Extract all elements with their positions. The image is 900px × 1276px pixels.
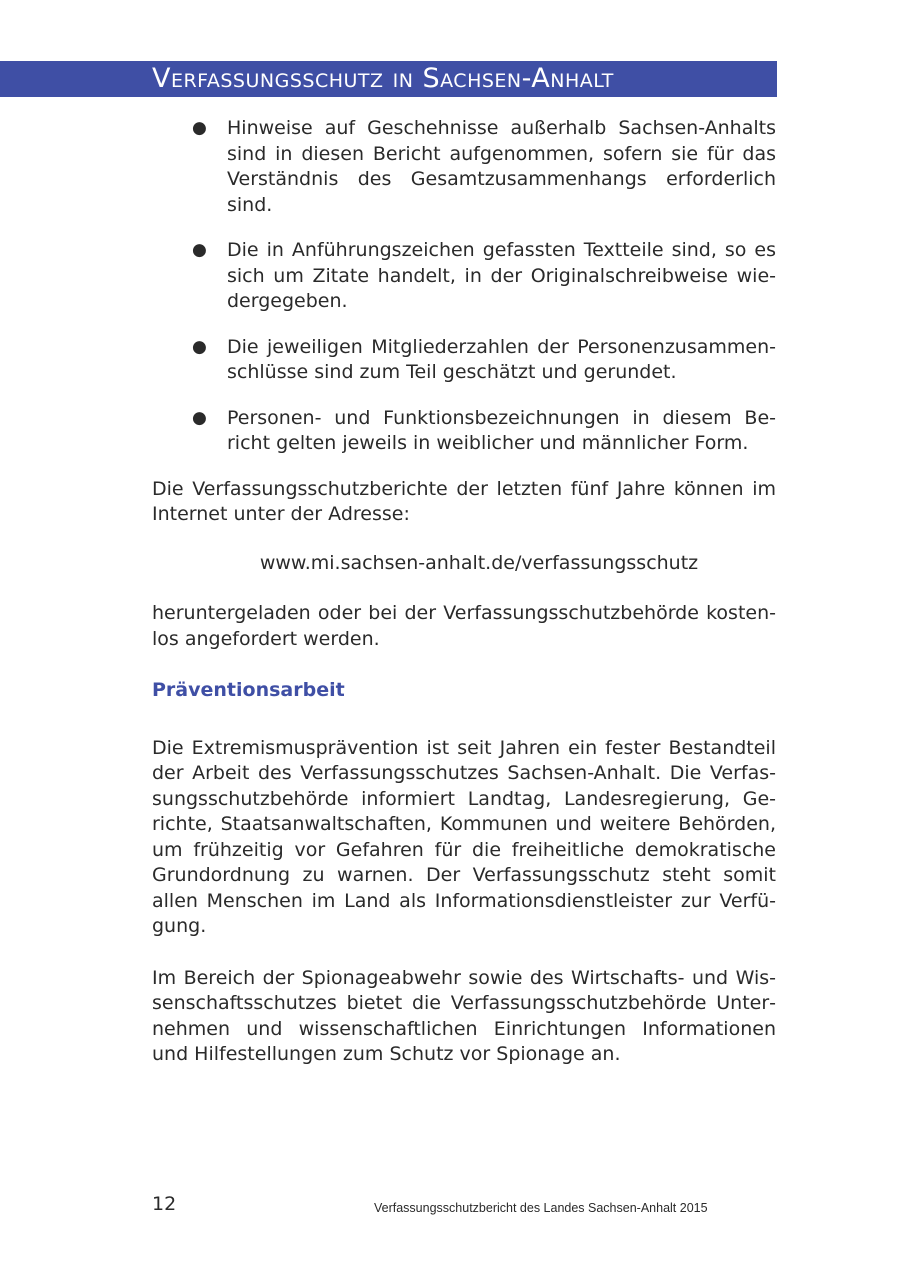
bullet-text: Die in Anführungszeichen gefassten Textteile sind, so es sich um Zitate handelt, in der Originalschreibweise wiedergegeben. xyxy=(227,239,776,312)
section-heading: Präventionsarbeit xyxy=(152,679,345,701)
bullet-icon: ● xyxy=(192,407,207,428)
download-paragraph: heruntergeladen oder bei der Verfassungsschutzbehörde kostenlos angefordert werden. xyxy=(152,602,776,650)
page-header-title: Verfassungsschutz in Sachsen-Anhalt xyxy=(152,63,614,94)
bullet-icon: ● xyxy=(192,336,207,357)
intro-paragraph: Die Verfassungsschutzberichte der letzten fünf Jahre können im Internet unter der Adresse: xyxy=(152,477,776,525)
list-item xyxy=(152,238,776,315)
header-band xyxy=(0,61,777,97)
page-number: 12 xyxy=(152,1193,177,1215)
bullet-icon: ● xyxy=(192,118,207,138)
bullet-text: Hinweise auf Geschehnisse außerhalb Sachsen-Anhalts sind in diesen Bericht aufgenommen, sofern sie für das Verständnis des Gesamtzusammenhangs erforderlich sind. xyxy=(227,117,776,216)
bullet-text: Personen- und Funktionsbezeichnungen in diesem Bericht gelten jeweils in weiblicher und männlicher Form. xyxy=(227,406,776,454)
bullet-text: Die jeweiligen Mitgliederzahlen der Personenzusammenschlüsse sind zum Teil geschätzt und gerundet. xyxy=(227,335,776,383)
bullet-icon: ● xyxy=(192,240,207,260)
counterintelligence-paragraph: Im Bereich der Spionageabwehr sowie des Wirtschafts- und Wissenschaftsschutzes bietet die Verfassungsschutzbehörde Unternehmen und wissenschaftlichen Einrichtungen Informationen und Hilfestellungen zum Schutz vor Spionage an. xyxy=(152,966,776,1065)
list-item xyxy=(152,406,776,457)
prevention-paragraph: Die Extremismusprävention ist seit Jahren ein fester Bestandteil der Arbeit des Verfassungsschutzes Sachsen-Anhalt. Die Verfassungsschutzbehörde informiert Landtag, Landesregierung, Gerichte, Staatsanwaltschaften, Kommunen und weitere Behörden, um frühzeitig vor Gefahren für die freiheitliche demokratische Grundordnung zu warnen. Der Verfassungsschutz steht somit allen Menschen im Land als Informationsdienstleister zur Verfügung. xyxy=(152,736,776,937)
bullet-list xyxy=(152,116,776,457)
footer-publication-title: Verfassungsschutzbericht des Landes Sachsen-Anhalt 2015 xyxy=(374,1201,708,1215)
website-link[interactable]: www.mi.sachsen-anhalt.de/verfassungsschutz xyxy=(259,551,699,574)
list-item xyxy=(152,335,776,386)
document-body xyxy=(152,116,776,1068)
list-item xyxy=(152,116,776,218)
